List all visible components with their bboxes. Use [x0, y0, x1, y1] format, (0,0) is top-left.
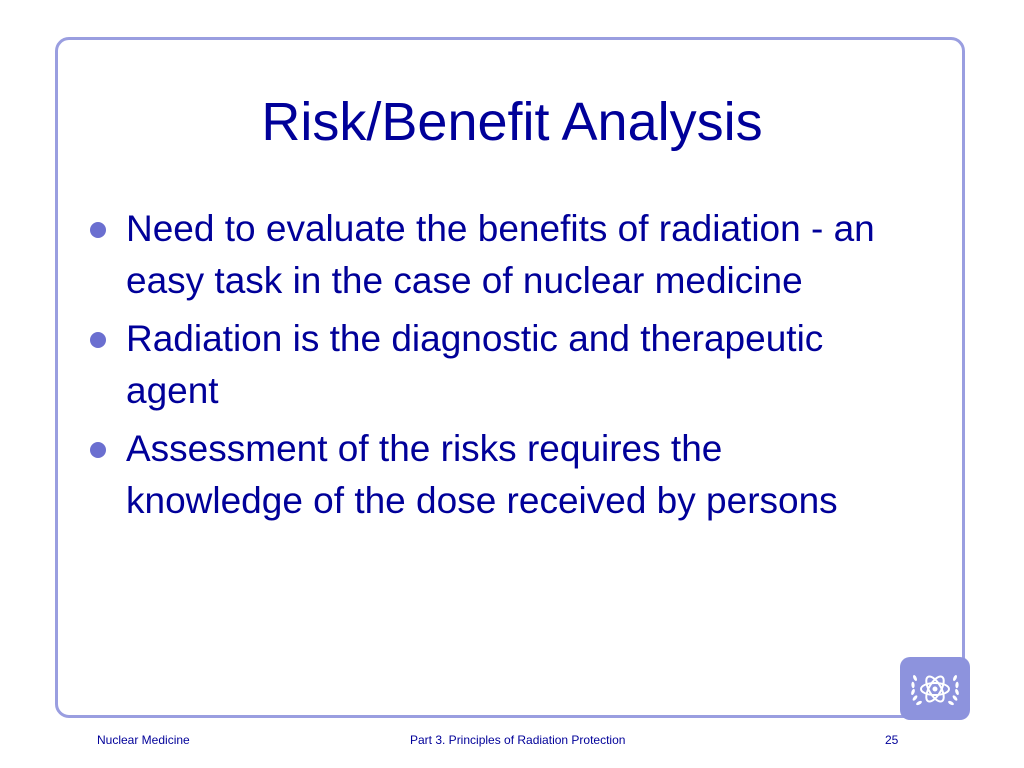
iaea-atom-laurel-icon [905, 662, 965, 716]
bullet-item [88, 313, 888, 417]
bullet-dot-icon [90, 442, 106, 458]
footer-section-title: Part 3. Principles of Radiation Protection [410, 733, 626, 747]
bullet-text: Assessment of the risks requires the knowledge of the dose received by persons [126, 428, 838, 521]
bullet-text: Radiation is the diagnostic and therapeutic agent [126, 318, 824, 411]
bullet-list [88, 203, 888, 533]
footer-course-name: Nuclear Medicine [97, 733, 190, 747]
bullet-dot-icon [90, 332, 106, 348]
bullet-dot-icon [90, 222, 106, 238]
page-number: 25 [885, 733, 899, 747]
iaea-logo [900, 657, 970, 720]
slide-title: Risk/Benefit Analysis [261, 92, 763, 152]
bullet-item [88, 423, 888, 527]
bullet-item [88, 203, 888, 307]
bullet-text: Need to evaluate the benefits of radiation - an easy task in the case of nuclear medicine [126, 208, 875, 301]
